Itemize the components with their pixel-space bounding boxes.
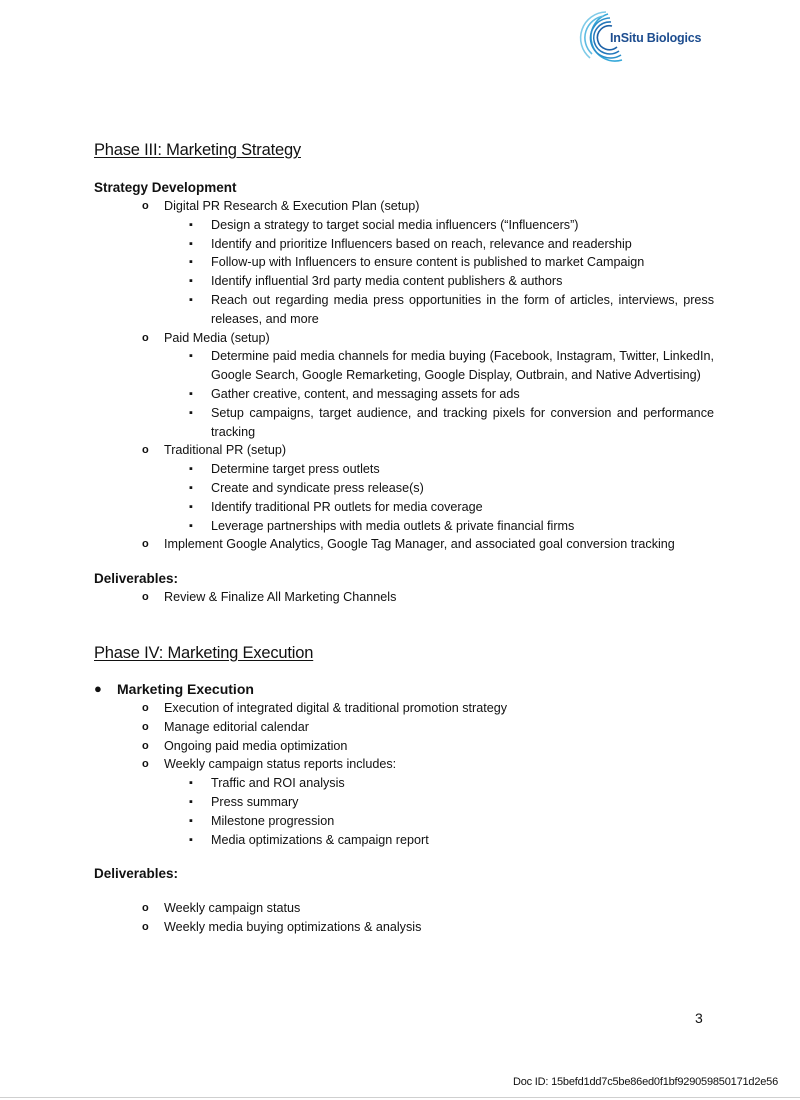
list-item-label: Traditional PR (setup)	[164, 443, 287, 458]
marketing-execution-heading	[94, 679, 714, 699]
square-bullet-icon: ▪	[189, 256, 193, 269]
sub-list-item	[164, 793, 714, 812]
main-content	[94, 140, 714, 937]
page-number: 3	[695, 1010, 703, 1026]
sub-list-item	[164, 404, 714, 442]
square-bullet-icon: ▪	[189, 463, 193, 476]
list-item	[94, 718, 714, 737]
sub-list-item-text: Reach out regarding media press opportunities in the form of articles, interviews, press releases, and more	[211, 292, 714, 326]
strategy-development-heading: Strategy Development	[94, 180, 237, 195]
square-bullet-icon: ▪	[189, 814, 193, 827]
list-item	[94, 699, 714, 718]
sub-list-item	[164, 291, 714, 329]
list-item-label: Paid Media (setup)	[164, 330, 270, 345]
list-item-label: Manage editorial calendar	[164, 719, 309, 734]
list-item-label: Digital PR Research & Execution Plan (setup)	[164, 199, 420, 213]
list-item-label: Weekly media buying optimizations & analysis	[164, 920, 422, 935]
square-bullet-icon: ▪	[189, 481, 193, 494]
sub-list-item-text: Identify influential 3rd party media content publishers & authors	[211, 274, 563, 289]
sub-list-item-text: Gather creative, content, and messaging assets for ads	[211, 386, 520, 401]
list-item	[94, 737, 714, 756]
sub-list-item	[164, 272, 714, 291]
circle-bullet-icon: o	[142, 331, 149, 344]
circle-bullet-icon: o	[142, 720, 149, 733]
sub-list-item-text: Follow-up with Influencers to ensure content is published to market Campaign	[211, 255, 645, 270]
doc-id: Doc ID: 15befd1dd7c5be86ed0f1bf929059850171d2e56	[512, 1076, 778, 1088]
sub-list-item	[164, 831, 714, 850]
square-bullet-icon: ▪	[189, 833, 193, 846]
list-item	[94, 329, 714, 442]
sub-list-item	[164, 479, 714, 498]
square-bullet-icon: ▪	[189, 387, 193, 400]
list-item	[94, 755, 714, 849]
sub-list-item	[164, 253, 714, 272]
company-logo	[578, 8, 708, 68]
list-item	[94, 588, 714, 607]
square-bullet-icon: ▪	[189, 237, 193, 250]
strategy-list	[94, 197, 714, 554]
sub-list-item-text: Identify and prioritize Influencers based on reach, relevance and readership	[211, 236, 632, 251]
sub-list	[164, 774, 714, 849]
phase-4-title: Phase IV: Marketing Execution	[94, 643, 314, 662]
sub-list-item-text: Create and syndicate press release(s)	[211, 480, 424, 495]
square-bullet-icon: ▪	[189, 500, 193, 513]
list-item-label: Execution of integrated digital & traditional promotion strategy	[164, 700, 508, 715]
sub-list-item	[164, 460, 714, 479]
sub-list-item	[164, 774, 714, 793]
list-item	[94, 918, 714, 937]
circle-bullet-icon: o	[142, 701, 149, 714]
list-item-label: Weekly campaign status	[164, 901, 301, 916]
sub-list-item	[164, 216, 714, 235]
circle-bullet-icon: o	[142, 758, 149, 771]
circle-bullet-icon: o	[142, 200, 149, 212]
list-item	[94, 899, 714, 918]
marketing-execution-label: Marketing Execution	[117, 680, 254, 697]
list-item-label: Ongoing paid media optimization	[164, 738, 348, 753]
sub-list-item-text: Milestone progression	[211, 813, 335, 828]
execution-list	[94, 699, 714, 849]
list-item	[94, 535, 714, 554]
circle-bullet-icon: o	[142, 444, 149, 457]
sub-list-item-text: Traffic and ROI analysis	[211, 776, 345, 791]
sub-list-item	[164, 498, 714, 517]
list-item-label: Review & Finalize All Marketing Channels	[164, 590, 397, 605]
sub-list-item-text: Setup campaigns, target audience, and tracking pixels for conversion and performance tracking	[211, 405, 714, 439]
sub-list-item-text: Design a strategy to target social media influencers (“Influencers”)	[211, 217, 579, 232]
list-item-label: Weekly campaign status reports includes:	[164, 757, 397, 772]
phase-3-deliverables-heading: Deliverables:	[94, 571, 179, 587]
square-bullet-icon: ▪	[189, 350, 193, 363]
circle-bullet-icon: o	[142, 739, 149, 752]
square-bullet-icon: ▪	[189, 406, 193, 419]
sub-list-item-text: Identify traditional PR outlets for media coverage	[211, 499, 483, 514]
circle-bullet-icon: o	[142, 591, 149, 604]
sub-list-item-text: Determine target press outlets	[211, 462, 380, 477]
square-bullet-icon: ▪	[189, 293, 193, 306]
list-item-label: Implement Google Analytics, Google Tag Manager, and associated goal conversion tracking	[164, 537, 675, 552]
sub-list-item	[164, 347, 714, 385]
sub-list-item	[164, 385, 714, 404]
phase-3-title: Phase III: Marketing Strategy	[94, 141, 301, 159]
list-item	[94, 197, 714, 329]
sub-list-item-text: Leverage partnerships with media outlets & private financial firms	[211, 518, 575, 533]
square-bullet-icon: ▪	[189, 218, 193, 231]
sub-list-item-text: Media optimizations & campaign report	[211, 832, 429, 847]
sub-list-item-text: Determine paid media channels for media buying (Facebook, Instagram, Twitter, LinkedIn, Google Search, Google Remarketing, Google Display, Outbrain, and Native Advertising)	[211, 349, 714, 383]
circle-bullet-icon: o	[142, 902, 149, 915]
sub-list	[164, 460, 714, 535]
sub-list	[164, 347, 714, 441]
circle-bullet-icon: o	[142, 921, 149, 934]
sub-list-item	[164, 517, 714, 536]
filled-bullet-icon: ●	[94, 680, 102, 696]
phase-3-deliverables-list	[94, 588, 714, 607]
square-bullet-icon: ▪	[189, 795, 193, 808]
sub-list-item	[164, 235, 714, 254]
circle-bullet-icon: o	[142, 538, 149, 551]
page-bottom-divider	[0, 1097, 800, 1098]
logo-text: InSitu Biologics	[610, 31, 702, 45]
square-bullet-icon: ▪	[189, 275, 193, 288]
phase-4-deliverables-list	[94, 899, 714, 937]
square-bullet-icon: ▪	[189, 519, 193, 532]
square-bullet-icon: ▪	[189, 777, 193, 790]
phase-4-deliverables-heading: Deliverables:	[94, 866, 179, 882]
list-item	[94, 441, 714, 535]
sub-list-item-text: Press summary	[211, 794, 299, 809]
sub-list-item	[164, 812, 714, 831]
sub-list	[164, 216, 714, 329]
